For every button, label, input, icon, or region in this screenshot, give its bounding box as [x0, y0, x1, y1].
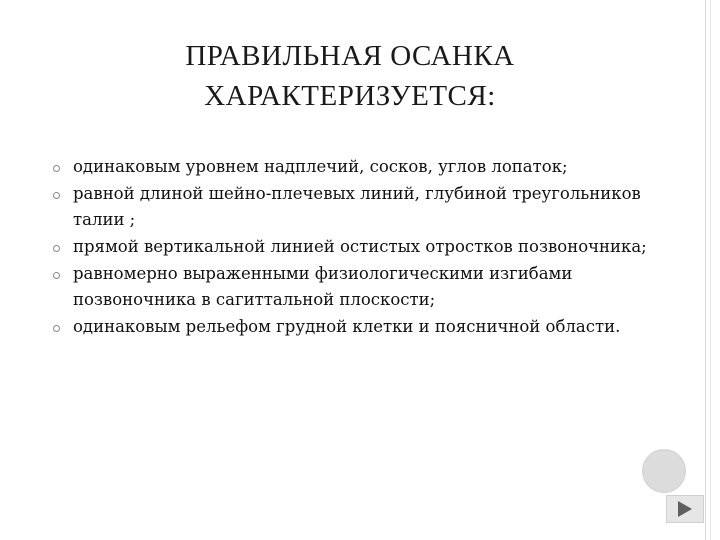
- bullet-item: [48, 261, 688, 313]
- slide-border-line: [710, 0, 711, 540]
- bullet-circle-icon: [53, 272, 60, 279]
- circle-button-icon[interactable]: [642, 449, 686, 493]
- bullet-text: равномерно выраженными физиологическими изгибами позвоночника в сагиттальной плоскости;: [73, 264, 573, 309]
- slide-border-line: [705, 0, 706, 540]
- bullet-text: равной длиной шейно-плечевых линий, глубиной треугольников талии ;: [73, 184, 641, 229]
- bullet-circle-icon: [53, 245, 60, 252]
- bullet-item: [48, 234, 688, 260]
- slide-title: [90, 36, 610, 116]
- play-triangle-icon: [678, 501, 692, 517]
- slide-title-line: ХАРАКТЕРИЗУЕТСЯ:: [204, 80, 496, 112]
- bullet-text: одинаковым уровнем надплечий, сосков, углов лопаток;: [73, 157, 568, 176]
- slide-title-line: ПРАВИЛЬНАЯ ОСАНКА: [185, 40, 515, 72]
- bullet-circle-icon: [53, 165, 60, 172]
- next-slide-button[interactable]: [666, 495, 704, 523]
- bullet-item: [48, 181, 688, 233]
- bullet-item: [48, 154, 688, 180]
- bullet-circle-icon: [53, 325, 60, 332]
- bullet-item: [48, 314, 688, 340]
- bullet-text: прямой вертикальной линией остистых отростков позвоночника;: [73, 237, 647, 256]
- bullet-list: [48, 154, 688, 341]
- bullet-text: одинаковым рельефом грудной клетки и поясничной области.: [73, 317, 621, 336]
- bullet-circle-icon: [53, 192, 60, 199]
